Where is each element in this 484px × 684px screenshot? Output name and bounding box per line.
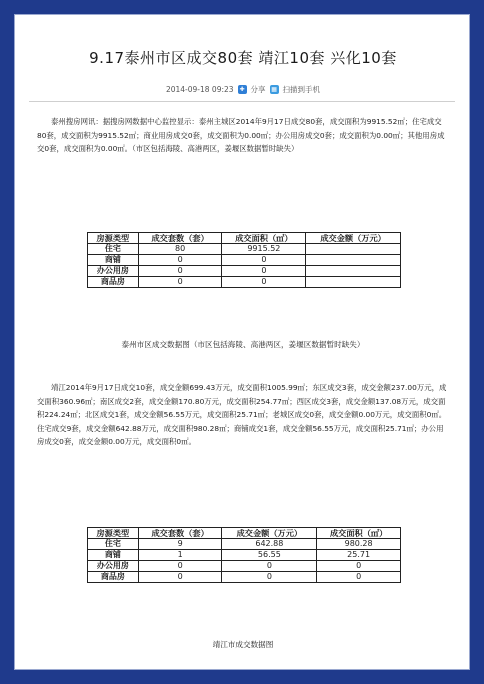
article-page xyxy=(14,14,470,670)
table-header-cell: 成交套数（套） xyxy=(138,233,222,244)
share-link[interactable]: 分享 xyxy=(250,85,266,94)
table-row xyxy=(88,277,401,288)
table-cell: 0 xyxy=(138,572,222,583)
table-cell xyxy=(306,255,401,266)
qr-code-icon[interactable]: ▦ xyxy=(271,86,277,93)
article-meta xyxy=(15,84,470,95)
table-cell: 0 xyxy=(138,266,222,277)
paragraph-taizhou: 泰州搜房网讯：据搜房网数据中心监控显示：泰州主城区2014年9月17日成交80套，成交面积为9915.52㎡；住宅成交80套，成交面积为9915.52㎡；商业用房成交0套，成交面积为0.00㎡；办公用房成交0套；成交面积为0.00㎡；其他用房成交0套，成交面积为0.00㎡。（市区包括海陵、高港两区，姜堰区数据暂时缺失） xyxy=(37,117,445,153)
row-label: 办公用房 xyxy=(88,266,139,277)
row-label: 住宅 xyxy=(88,244,139,255)
table-cell: 0 xyxy=(222,266,306,277)
table-cell xyxy=(306,266,401,277)
table-header-cell: 成交面积（㎡） xyxy=(222,233,306,244)
table-row xyxy=(88,266,401,277)
table-header-cell: 成交金额（万元） xyxy=(306,233,401,244)
table-row xyxy=(88,572,401,583)
table-cell: 25.71 xyxy=(317,550,401,561)
table-cell: 56.55 xyxy=(222,550,317,561)
table-cell: 0 xyxy=(317,561,401,572)
table-header-cell: 房源类型 xyxy=(88,233,139,244)
row-label: 商铺 xyxy=(88,255,139,266)
jingjiang-data-table xyxy=(87,527,401,583)
article-title: 9.17泰州市区成交80套 靖江10套 兴化10套 xyxy=(89,49,397,67)
row-label: 商品房 xyxy=(88,277,139,288)
table-cell: 0 xyxy=(317,572,401,583)
table-cell: 0 xyxy=(138,255,222,266)
row-label: 住宅 xyxy=(88,539,139,550)
table-header-cell: 成交金额（万元） xyxy=(222,528,317,539)
row-label: 商品房 xyxy=(88,572,139,583)
table-cell: 980.28 xyxy=(317,539,401,550)
share-icon[interactable]: ✚ xyxy=(239,86,245,93)
taizhou-data-table xyxy=(87,232,401,288)
table-cell xyxy=(306,244,401,255)
table-cell: 642.88 xyxy=(222,539,317,550)
table-caption-taizhou: 泰州市区成交数据图（市区包括海陵、高港两区，姜堰区数据暂时缺失） xyxy=(121,340,365,349)
table-cell: 0 xyxy=(138,561,222,572)
table-header-cell: 房源类型 xyxy=(88,528,139,539)
table-cell: 0 xyxy=(222,572,317,583)
table-row xyxy=(88,244,401,255)
table-row xyxy=(88,255,401,266)
divider xyxy=(29,101,455,102)
table-cell: 1 xyxy=(138,550,222,561)
table-cell: 80 xyxy=(138,244,222,255)
table-cell: 0 xyxy=(222,255,306,266)
table-header-cell: 成交套数（套） xyxy=(138,528,222,539)
table-caption-jingjiang: 靖江市成交数据图 xyxy=(212,640,274,649)
table-cell: 0 xyxy=(138,277,222,288)
table-cell: 0 xyxy=(222,561,317,572)
table-cell: 0 xyxy=(222,277,306,288)
table-header-row xyxy=(88,233,401,244)
table-row xyxy=(88,550,401,561)
table-header-cell: 成交面积（㎡） xyxy=(317,528,401,539)
table-cell: 9 xyxy=(138,539,222,550)
table-cell xyxy=(306,277,401,288)
table-row xyxy=(88,561,401,572)
scan-to-phone-link[interactable]: 扫描到手机 xyxy=(282,85,321,94)
row-label: 办公用房 xyxy=(88,561,139,572)
table-cell: 9915.52 xyxy=(222,244,306,255)
publish-datetime: 2014-09-18 09:23 xyxy=(165,85,234,94)
row-label: 商铺 xyxy=(88,550,139,561)
table-row xyxy=(88,539,401,550)
paragraph-jingjiang: 靖江2014年9月17日成交10套，成交金额699.43万元，成交面积1005.99㎡；东区成交3套，成交金额237.00万元，成交面积360.96㎡；南区成交2套，成交金额170.80万元，成交面积254.77㎡；西区成交3套，成交金额137.08万元，成交面积224.24㎡；北区成交1套，成交金额56.55万元，成交面积25.71㎡；老城区成交0套，成交金额0.00万元，成交面积0㎡。住宅成交9套，成交金额642.88万元，成交面积980.28㎡；商铺成交1套，成交金额56.55万元，成交面积25.71㎡；办公用房成交0套，成交金额0.00万元，成交面积0㎡。 xyxy=(37,383,447,446)
table-header-row xyxy=(88,528,401,539)
